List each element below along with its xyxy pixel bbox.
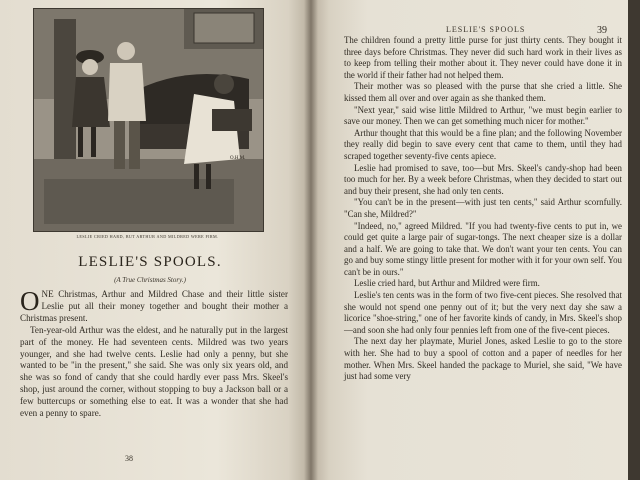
left-paragraph-2: Ten-year-old Arthur was the eldest, and he naturally put in the largest part of the money. He had seventeen cents. Mildred was two years younger, and she had twelve cents. Leslie had only a penny, but she wanted to be "in the present," she said. She was only six years old, and she was so fond of candy that she could hardly ever pass Mrs. Skeel's shop, just around the corner, without stopping to buy a Jackson ball or a few buttercups or something else to eat. It was a wonder that she had even a penny to spare. <box>20 324 288 419</box>
running-head: LESLIE'S SPOOLS <box>446 25 526 34</box>
right-paragraph-6: "You can't be in the present—with just ten cents," said Arthur scornfully. "Can she, Mildred?" <box>344 197 622 219</box>
right-page-body <box>344 35 622 383</box>
story-title: LESLIE'S SPOOLS. <box>78 254 222 270</box>
left-page-body <box>20 286 288 420</box>
left-paragraph-1 <box>20 286 288 325</box>
left-page <box>0 0 310 480</box>
book-gutter <box>304 0 318 480</box>
right-paragraph-3: "Next year," said wise little Mildred to Arthur, "we must begin earlier to save our money. Then we can get something much nicer for mother." <box>344 104 622 127</box>
right-paragraph-8: Leslie cried hard, but Arthur and Mildred were firm. <box>354 278 540 289</box>
right-paragraph-5: Leslie had promised to save, too—but Mrs. Skeel's candy-shop had been too much for her. By a week before Christmas, when they decided to start out and buy their present, she had only ten cents. <box>344 162 622 196</box>
drop-cap: O <box>20 286 40 316</box>
book-edge <box>628 0 640 480</box>
illustration-caption: LESLIE CRIED HARD, BUT ARTHUR AND MILDRED WERE FIRM. <box>76 234 219 239</box>
left-paragraph-1-text: NE Christmas, Arthur and Mildred Chase and their little sister Leslie put all their money together and bought their mother a Christmas present. <box>20 289 288 323</box>
story-illustration <box>33 8 264 232</box>
right-paragraph-1: The children found a pretty little purse for just thirty cents. They bought it three days before Christmas. They never did such hard work in their lives as to keep from telling their mother about it. They never could have done it in the world if their father had not helped them. <box>344 35 622 80</box>
right-paragraph-4: Arthur thought that this would be a fine plan; and the following November they really did begin to save every cent that came to them, until they had scraped together seventy-five cents apiece. <box>344 127 622 161</box>
left-folio: 38 <box>125 454 133 463</box>
story-subtitle: (A True Christmas Story.) <box>114 276 186 284</box>
right-paragraph-7: "Indeed, no," agreed Mildred. "If you had twenty-five cents to put in, we could get quite a large pair of sugar-tongs. The next cheaper size is a dollar and a half. We are going to take that. We don't want your ten cents. You can go and buy some stingy little present for mother with it for your own self. You can't be in ours." <box>344 220 622 277</box>
right-paragraph-9: Leslie's ten cents was in the form of two five-cent pieces. She resolved that she would not spend one penny out of it; but the very next day she saw a licorice "shoe-string," one of her favorite kinds of candy, in Mrs. Skeel's shop—and soon she had only four pennies left from one of the five-cent pieces. <box>344 290 622 335</box>
right-paragraph-10: The next day her playmate, Muriel Jones, asked Leslie to go to the store with her. She had to buy a spool of cotton and a paper of needles for her mother. When Mrs. Skeel handed the package to Muriel, she said, "We have just had some very <box>344 336 622 382</box>
illustration-drawing <box>34 9 263 231</box>
right-paragraph-2: Their mother was so pleased with the purse that she cried a little. She kissed them all over and over again as she thanked them. <box>344 81 622 103</box>
illustration-signature: O.H.M. <box>230 156 246 161</box>
page-number: 39 <box>597 25 607 36</box>
